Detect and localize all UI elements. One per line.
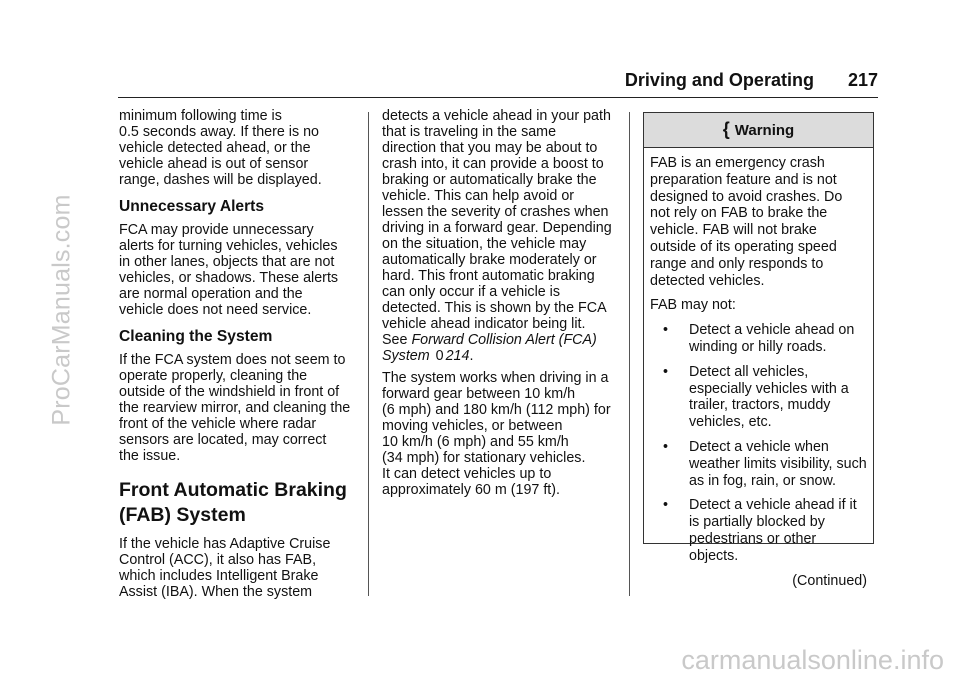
text-line: forward gear between 10 km/h xyxy=(382,386,576,402)
unnecessary-alerts-paragraph xyxy=(119,222,359,318)
text-line: approximately 60 m (197 ft). xyxy=(382,482,560,498)
text-line: vehicles, or shadows. These alerts xyxy=(119,270,339,286)
header-rule xyxy=(118,97,878,98)
text-line: automatically brake moderately or xyxy=(382,252,597,268)
warning-title: Warning xyxy=(734,121,795,139)
xref-title-line1[interactable]: Forward Collision Alert (FCA) xyxy=(411,332,597,348)
warning-bullet-item xyxy=(660,439,867,489)
text-line: in other lanes, objects that are not xyxy=(119,254,335,270)
text-line: outside of its operating speed xyxy=(650,238,837,255)
text-line: detected. This is shown by the FCA xyxy=(382,300,607,316)
xref-period: . xyxy=(469,348,474,364)
text-line: the rearview mirror, and cleaning the xyxy=(119,400,351,416)
heading-unnecessary-alerts: Unnecessary Alerts xyxy=(119,198,265,215)
column-divider-2 xyxy=(629,112,630,596)
text-line: operate properly, cleaning the xyxy=(119,368,308,384)
warning-icon: { xyxy=(722,118,730,139)
text-line: (34 mph) for stationary vehicles. xyxy=(382,450,586,466)
text-line: the issue. xyxy=(119,448,181,464)
text-line: that is traveling in the same xyxy=(382,124,557,140)
text-line: Control (ACC), it also has FAB, xyxy=(119,552,317,568)
bullet-text xyxy=(689,364,849,431)
section-title: Driving and Operating xyxy=(624,70,814,90)
warning-header xyxy=(644,113,873,148)
text-line: driving in a forward gear. Depending xyxy=(382,220,612,236)
xref-page-number[interactable]: 214 xyxy=(445,348,470,364)
text-line: If the FCA system does not seem to xyxy=(119,352,346,368)
text-line: which includes Intelligent Brake xyxy=(119,568,319,584)
text-line: Detect a vehicle ahead on xyxy=(689,322,855,339)
text-line: minimum following time is xyxy=(119,108,282,124)
text-line: The system works when driving in a xyxy=(382,370,609,386)
operating-range-paragraph xyxy=(382,370,620,498)
text-line: winding or hilly roads. xyxy=(689,338,827,355)
text-line: It can detect vehicles up to xyxy=(382,466,552,482)
text-line: range, dashes will be displayed. xyxy=(119,172,322,188)
warning-body xyxy=(644,148,873,589)
text-line: braking or automatically brake the xyxy=(382,172,597,188)
cross-reference xyxy=(382,332,620,364)
text-line: (6 mph) and 180 km/h (112 mph) for xyxy=(382,402,611,418)
column-2 xyxy=(382,108,620,498)
side-watermark: ProCarManuals.com xyxy=(47,194,76,426)
text-line: FCA may provide unnecessary xyxy=(119,222,314,238)
text-line: vehicle does not need service. xyxy=(119,302,312,318)
bullet-marker: • xyxy=(663,322,669,339)
text-line: vehicle ahead indicator being lit. xyxy=(382,316,586,332)
fab-detection-paragraph xyxy=(382,108,620,332)
text-line: lessen the severity of crashes when xyxy=(382,204,609,220)
bullet-marker: • xyxy=(663,497,669,514)
text-line: are normal operation and the xyxy=(119,286,303,302)
text-line: vehicle ahead is out of sensor xyxy=(119,156,309,172)
bullet-text xyxy=(689,439,867,489)
heading-cleaning-the-system: Cleaning the System xyxy=(119,328,273,345)
text-line: as in fog, rain, or snow. xyxy=(689,472,837,489)
text-line: FAB is an emergency crash xyxy=(650,155,825,171)
fab-paragraph xyxy=(119,536,359,600)
column-divider-1 xyxy=(368,112,369,596)
bottom-watermark: carmanualsonline.info xyxy=(681,645,944,675)
page-number: 217 xyxy=(847,70,878,90)
text-line: sensors are located, may correct xyxy=(119,432,327,448)
text-line: Assist (IBA). When the system xyxy=(119,584,313,600)
text-line: detected vehicles. xyxy=(650,272,765,289)
text-line: Front Automatic Braking xyxy=(119,479,347,501)
page-header xyxy=(118,70,878,91)
text-line: vehicle. FAB will not brake xyxy=(650,222,817,239)
text-line: especially vehicles with a xyxy=(689,380,849,397)
see-label: See xyxy=(382,332,408,348)
continued-label: (Continued) xyxy=(792,572,867,589)
text-line: 0.5 seconds away. If there is no xyxy=(119,124,320,140)
text-line: Detect a vehicle ahead if it xyxy=(689,497,857,514)
text-line: not rely on FAB to brake the xyxy=(650,205,828,222)
warning-fab-may-not: FAB may not: xyxy=(650,297,736,314)
warning-bullet-item xyxy=(660,497,867,564)
bullet-marker: • xyxy=(663,438,669,455)
text-line: vehicle. This can help avoid or xyxy=(382,188,575,204)
text-line: range and only responds to xyxy=(650,255,824,272)
warning-bullet-list xyxy=(650,322,867,564)
text-line: (FAB) System xyxy=(119,504,246,526)
text-line: preparation feature and is not xyxy=(650,171,837,188)
text-line: front of the vehicle where radar xyxy=(119,416,317,432)
text-line: alerts for turning vehicles, vehicles xyxy=(119,238,338,254)
text-line: hard. This front automatic braking xyxy=(382,268,595,284)
xref-title-line2[interactable]: System xyxy=(382,348,430,364)
text-line: can only occur if a vehicle is xyxy=(382,284,560,300)
intro-paragraph xyxy=(119,108,359,188)
text-line: is partially blocked by xyxy=(689,514,825,531)
text-line: direction that you may be about to xyxy=(382,140,598,156)
heading-front-automatic-braking xyxy=(119,478,359,528)
text-line: crash into, it can provide a boost to xyxy=(382,156,604,172)
text-line: on the situation, the vehicle may xyxy=(382,236,587,252)
text-line: If the vehicle has Adaptive Cruise xyxy=(119,536,331,552)
text-line: Detect all vehicles, xyxy=(689,363,809,380)
bullet-text xyxy=(689,497,867,564)
text-line: weather limits visibility, such xyxy=(689,455,867,472)
text-line: trailer, tractors, muddy xyxy=(689,397,831,414)
text-line: pedestrians or other objects. xyxy=(689,530,817,564)
text-line: outside of the windshield in front of xyxy=(119,384,340,400)
warning-box xyxy=(643,112,874,589)
text-line: vehicle detected ahead, or the xyxy=(119,140,311,156)
text-line: 10 km/h (6 mph) and 55 km/h xyxy=(382,434,569,450)
text-line: vehicles, etc. xyxy=(689,414,772,431)
column-1 xyxy=(119,108,359,600)
bullet-text xyxy=(689,322,854,356)
cleaning-paragraph xyxy=(119,352,359,464)
text-line: designed to avoid crashes. Do xyxy=(650,188,843,205)
bullet-marker: • xyxy=(663,363,669,380)
page-reference-icon: 0 xyxy=(435,348,444,364)
warning-bullet-item xyxy=(660,322,867,356)
warning-bullet-item xyxy=(660,364,867,431)
text-line: Detect a vehicle when xyxy=(689,438,829,455)
warning-paragraph xyxy=(650,155,867,289)
text-line: detects a vehicle ahead in your path xyxy=(382,108,611,124)
text-line: moving vehicles, or between xyxy=(382,418,563,434)
